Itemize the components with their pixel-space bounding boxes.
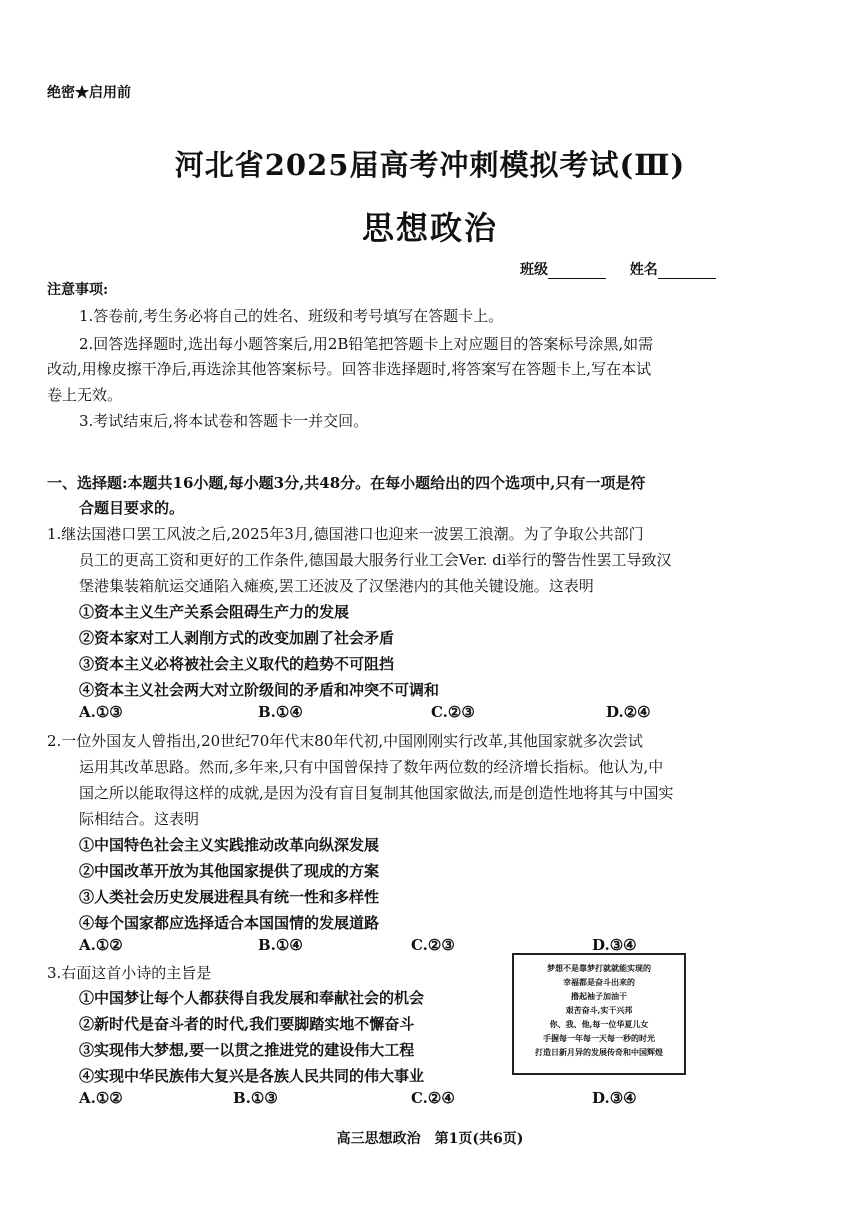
name-blank: [658, 264, 716, 279]
question-1-statement: ②资本家对工人剥削方式的改变加剧了社会矛盾: [79, 629, 395, 647]
question-3-statement: ④实现中华民族伟大复兴是各族人民共同的伟大事业: [79, 1067, 425, 1085]
poem-line: 艰苦奋斗,实干兴邦: [565, 1005, 633, 1015]
poem-line: 打造日新月异的发展传奇和中国辉煌: [535, 1047, 663, 1057]
notice-item: 1.答卷前,考生务必将自己的姓名、班级和考号填写在答题卡上。: [79, 307, 504, 325]
question-1-option-d[interactable]: D.②④: [606, 703, 651, 721]
question-2-option-c[interactable]: C.②③: [411, 936, 455, 954]
poem-line: 手握每一年每一天每一秒的时光: [543, 1033, 655, 1043]
question-3-option-a[interactable]: A.①②: [79, 1089, 123, 1107]
question-3-statement: ②新时代是奋斗者的时代,我们要脚踏实地不懈奋斗: [79, 1015, 415, 1033]
question-2-statement: ③人类社会历史发展进程具有统一性和多样性: [79, 888, 380, 906]
question-1-stem: 1.继法国港口罢工风波之后,2025年3月,德国港口也迎来一波罢工浪潮。为了争取公共部门: [47, 525, 644, 543]
question-1-option-b[interactable]: B.①④: [258, 703, 303, 721]
poem-box: [512, 953, 686, 1075]
confidential-label: 绝密★启用前: [47, 85, 131, 101]
question-2-option-b[interactable]: B.①④: [258, 936, 303, 954]
question-2-stem: 国之所以能取得这样的成就,是因为没有盲目复制其他国家做法,而是创造性地将其与中国实: [79, 784, 674, 802]
class-label: 班级: [520, 262, 548, 278]
question-2-statement: ①中国特色社会主义实践推动改革向纵深发展: [79, 836, 380, 854]
subject-title: 思想政治: [361, 209, 498, 247]
notice-item: 改动,用橡皮擦干净后,再选涂其他答案标号。回答非选择题时,将答案写在答题卡上,写在本试: [47, 360, 652, 378]
name-label: 姓名: [629, 262, 658, 278]
question-1-stem: 员工的更高工资和更好的工作条件,德国最大服务行业工会Ver. di举行的警告性罢工导致汉: [79, 551, 672, 569]
student-info: [520, 259, 716, 279]
poem-line: 你、我、他,每一位华夏儿女: [549, 1019, 649, 1029]
notice-item: 卷上无效。: [47, 386, 123, 404]
question-1-statement: ③资本主义必将被社会主义取代的趋势不可阻挡: [79, 655, 395, 673]
question-1-statement: ①资本主义生产关系会阻碍生产力的发展: [79, 603, 350, 621]
question-2-stem: 2.一位外国友人曾指出,20世纪70年代末80年代初,中国刚刚实行改革,其他国家就多次尝试: [47, 732, 643, 750]
poem-line: 幸福都是奋斗出来的: [563, 977, 635, 987]
question-2-stem: 际相结合。这表明: [79, 810, 200, 828]
question-3-option-b[interactable]: B.①③: [233, 1089, 278, 1107]
notice-item: 2.回答选择题时,选出每小题答案后,用2B铅笔把答题卡上对应题目的答案标号涂黑,如需: [79, 335, 654, 353]
question-3-stem: 3.右面这首小诗的主旨是: [47, 964, 212, 982]
question-1-statement: ④资本主义社会两大对立阶级间的矛盾和冲突不可调和: [79, 681, 440, 699]
question-2-option-a[interactable]: A.①②: [79, 936, 123, 954]
exam-title: 河北省2025届高考冲刺模拟考试(Ⅲ): [174, 148, 686, 182]
notice-title: 注意事项:: [47, 282, 109, 298]
page-footer: 高三思想政治 第1页(共6页): [336, 1131, 524, 1147]
question-3-option-c[interactable]: C.②④: [411, 1089, 455, 1107]
question-1-option-a[interactable]: A.①③: [79, 703, 123, 721]
question-2-statement: ④每个国家都应选择适合本国国情的发展道路: [79, 914, 380, 932]
question-2-statement: ②中国改革开放为其他国家提供了现成的方案: [79, 862, 380, 880]
question-3-statement: ③实现伟大梦想,要一以贯之推进党的建设伟大工程: [79, 1041, 415, 1059]
question-1-stem: 堡港集装箱航运交通陷入瘫痪,罢工还波及了汉堡港内的其他关键设施。这表明: [79, 577, 594, 595]
poem-line: 撸起袖子加油干: [571, 991, 627, 1001]
question-2-stem: 运用其改革思路。然而,多年来,只有中国曾保持了数年两位数的经济增长指标。他认为,中: [79, 758, 664, 776]
section-heading: 一、选择题:本题共16小题,每小题3分,共48分。在每小题给出的四个选项中,只有一项是符: [47, 474, 646, 492]
poem-line: 梦想不是靠梦打就就能实现的: [547, 963, 651, 973]
class-blank: [548, 264, 606, 279]
notice-item: 3.考试结束后,将本试卷和答题卡一并交回。: [79, 412, 369, 430]
question-2-option-d[interactable]: D.③④: [592, 936, 637, 954]
question-3-statement: ①中国梦让每个人都获得自我发展和奉献社会的机会: [79, 989, 425, 1007]
section-heading: 合题目要求的。: [79, 499, 185, 517]
question-1-option-c[interactable]: C.②③: [431, 703, 475, 721]
question-3-option-d[interactable]: D.③④: [592, 1089, 637, 1107]
